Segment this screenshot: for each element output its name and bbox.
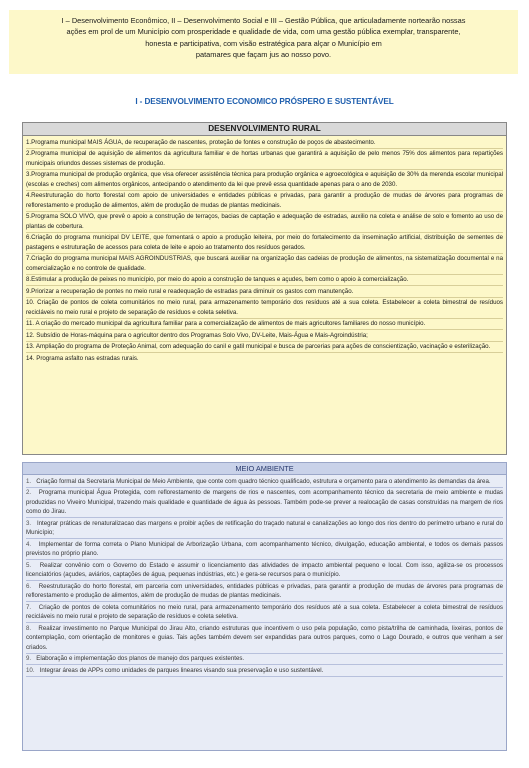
item-number: 4. bbox=[26, 540, 32, 548]
item-number: 2. bbox=[26, 489, 32, 496]
intro-line: patamares que façam jus ao nosso povo. bbox=[195, 50, 332, 60]
environment-rows bbox=[23, 475, 506, 677]
environment-item bbox=[26, 518, 503, 539]
item-number: 9. bbox=[26, 655, 32, 662]
item-number: 8. bbox=[26, 624, 32, 632]
rural-item: 7.Criação do programa municipal MAIS AGROINDUSTRIAS, que buscará auxiliar na organização das cadeias de produção de alimentos, na sistematização documental e na comercialização e no controle de qualidade. bbox=[26, 254, 503, 275]
environment-item bbox=[26, 560, 503, 581]
item-text: Reestruturação do horto florestal, em parceria com universidades, entidades públicas e privadas, para garantir a produção de mudas de árvores para programas de reflorestamento e produção de alimentos, além de produção de mudas de plantas medicinais. bbox=[26, 582, 503, 599]
item-number: 3. bbox=[26, 519, 32, 527]
environment-heading: MEIO AMBIENTE bbox=[23, 463, 506, 475]
item-text: Implementar de forma correta o Plano Municipal de Arborização Urbana, com acompanhamento técnico, divulgação, educação ambiental, e todos os demais passos previstos no próprio plano. bbox=[26, 540, 503, 557]
item-number: 5. bbox=[26, 561, 32, 569]
item-number: 10. bbox=[26, 666, 35, 674]
item-text: Criação formal da Secretaria Municipal de Meio Ambiente, que conte com quadro técnico qualificado, estrutura e orçamento para o atendimento às demandas da área. bbox=[36, 477, 491, 485]
rural-item: 6.Criação do programa municipal DV LEITE, que fomentará o apoio a produção leiteira, por meio do fortalecimento da inseminação artificial, distribuição de sementes de pastagens e estruturação de acessos para coleta de leite e apoio ao tratamento dos resíduos gerados. bbox=[26, 233, 503, 254]
environment-item bbox=[26, 476, 503, 488]
rural-item: 10. Criação de pontos de coleta comunitários no meio rural, para armazenamento temporário dos resíduos até a sua coleta. Estabelecer a coleta bimestral de resíduos recicláveis no meio rural e projeto de separação de resíduos e coleta seletiva. bbox=[26, 298, 503, 319]
rural-item: 14. Programa asfalto nas estradas rurais. bbox=[26, 354, 139, 362]
item-text: Elaboração e implementação dos planos de manejo dos parques existentes. bbox=[36, 655, 245, 662]
item-text: Programa municipal Água Protegida, com reflorestamento de margens de rios e nascentes, com acompanhamento técnico da secretaria de meio ambiente e mudas produzidas no Viveiro Municipal, trazendo mais qualidade e quantidade de água às pessoas. Também pode-se prever a realocação de casas construídas na margem de rios como do Jirau. bbox=[26, 489, 504, 515]
section-title: I - DESENVOLVIMENTO ECONOMICO PRÓSPERO E SUSTENTÁVEL bbox=[135, 97, 394, 106]
rural-item: 5.Programa SOLO VIVO, que prevê o apoio a construção de terraços, bacias de captação e adequação de estradas, auxilio na coleta e análise de solo e fomento ao uso de plantas de cobertura. bbox=[26, 212, 503, 233]
environment-item bbox=[26, 581, 503, 602]
item-text: Criação de pontos de coleta comunitários no meio rural, para armazenamento temporário dos resíduos até a sua coleta. Estabelecer a coleta bimestral de resíduos recicláveis no meio rural e projeto de separação de resíduos e coleta seletiva. bbox=[26, 603, 503, 620]
item-text: Realizar investimento no Parque Municipal do Jirau Alto, criando estruturas que incentivem o uso pela população, como pista/trilha de caminhada, lixeiras, pontos de contemplação, com orientação de monitores e guias. Tais ações também devem ser expandidas para outros parques, como o Lago Dourado, e outros que venham a ser criados. bbox=[26, 624, 503, 651]
environment-item bbox=[26, 539, 503, 560]
item-text: Realizar convênio com o Governo do Estado e assumir o licenciamento das atividades de impacto ambiental pequeno e local. Com isso, agiliza-se os processos licenciatórios (açudes, aviários, captações de água, pequenas indústrias, etc.) e gera-se recursos para o município. bbox=[26, 561, 503, 578]
rural-table bbox=[22, 122, 507, 455]
rural-item: 11. A criação do mercado municipal da agricultura familiar para a comercialização de alimentos de mais agricultores familiares do nosso município. bbox=[26, 319, 503, 331]
rural-item: 9.Priorizar a recuperação de pontes no meio rural e readequação de estradas para diminuir os gastos com manutenção. bbox=[26, 286, 503, 298]
rural-item: 12. Subsídio de Horas-máquina para o agricultor dentro dos Programas Solo Vivo, DV-Leite, Mais-Água e Mais-Agroindústria; bbox=[26, 330, 503, 342]
intro-line: honesta e participativa, com visão estratégica para alçar o Município em bbox=[145, 38, 382, 48]
rural-item: 13. Ampliação do programa de Proteção Animal, com adequação do canil e gatil municipal e busca de parcerias para ações de conscientização, vacinação e esterilização. bbox=[26, 342, 503, 354]
intro-line: I – Desenvolvimento Econômico, II – Desenvolvimento Social e III – Gestão Pública, que articuladamente nortearão nossas bbox=[61, 16, 466, 25]
item-number: 7. bbox=[26, 603, 32, 611]
intro-line: ações em prol de um Município com prosperidade e qualidade de vida, com uma gestão pública exemplar, transparente, bbox=[66, 27, 461, 37]
rural-item: 4.Reestruturação do horto florestal com apoio de universidades e entidades públicas e privadas, para garantir a produção de mudas de árvores para programas de reflorestamento e produção de alimentos, além de produção de mudas de plantas medicinais. bbox=[26, 191, 503, 212]
rural-rows bbox=[23, 136, 506, 364]
environment-item bbox=[26, 602, 503, 623]
item-number: 1. bbox=[26, 477, 32, 485]
environment-item bbox=[26, 623, 503, 654]
rural-item: 8.Estimular a produção de peixes no município, por meio do apoio a construção de tanques e açudes, bem como o apoio à comercialização. bbox=[26, 275, 503, 287]
item-text: Integrar práticas de renaturalizacao das margens e proibir ações de retificação do traçado natural e canalizações ao longo dos rios dentro do perímetro urbano e rural do Município; bbox=[26, 519, 503, 536]
environment-item bbox=[26, 665, 503, 677]
rural-item: 1.Programa municipal MAIS ÁGUA, de recuperação de nascentes, proteção de fontes e construção de poços de abastecimento. bbox=[26, 137, 503, 149]
item-text: Integrar áreas de APPs como unidades de parques lineares visando sua preservação e uso sustentável. bbox=[39, 666, 324, 674]
rural-item: 3.Programa municipal de produção orgânica, que visa oferecer assistência técnica para produção orgânica e agroecológica e aquisição de 30% da merenda escolar municipal (escolas e creches) com alimentos orgânicos, antecipando o atendimento da lei que prevê essa quantidade apenas para o ano de 2030. bbox=[26, 170, 503, 191]
environment-item bbox=[26, 488, 503, 519]
rural-item: 2.Programa municipal de aquisição de alimentos da agricultura familiar e de hortas urbanas que garantirá a aquisição de pelo menos 75% dos alimentos para repartições municipais oriundos desses sistemas de produção. bbox=[26, 149, 503, 170]
environment-table bbox=[22, 462, 507, 751]
item-number: 6. bbox=[26, 582, 32, 590]
rural-heading: DESENVOLVIMENTO RURAL bbox=[23, 123, 506, 136]
intro-box bbox=[9, 10, 518, 74]
environment-item bbox=[26, 654, 503, 666]
